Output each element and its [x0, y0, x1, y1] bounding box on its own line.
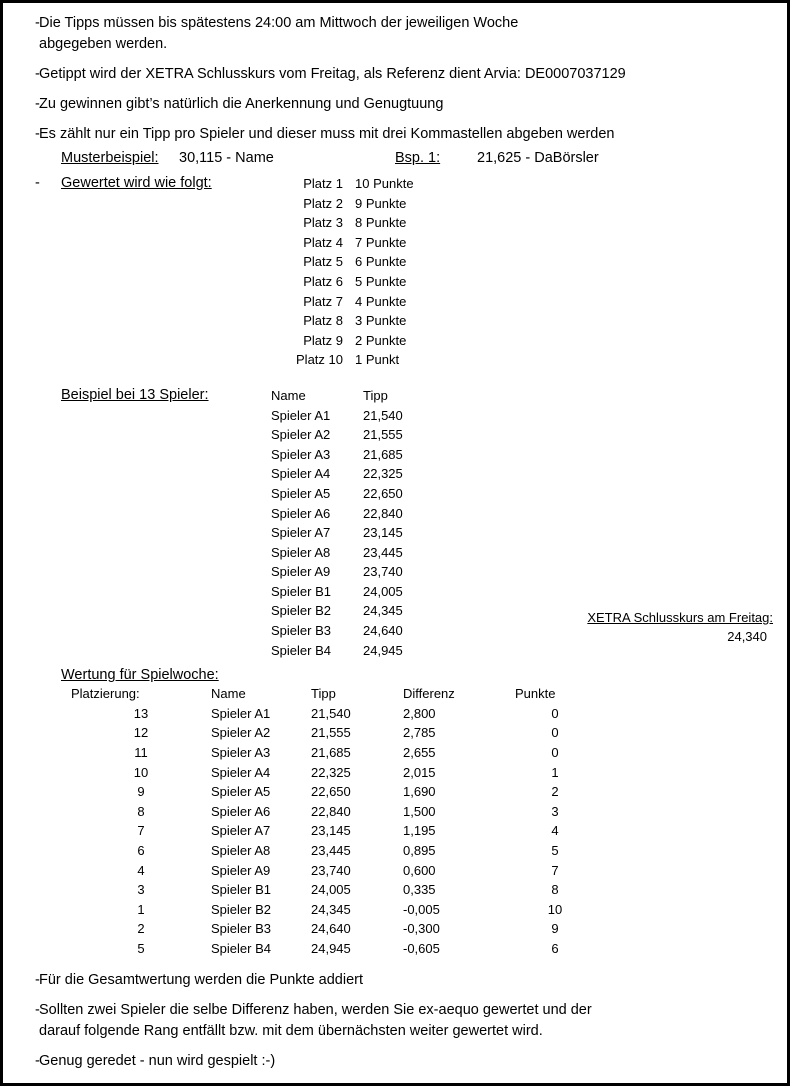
- platz-label: Platz 2: [303, 195, 343, 211]
- player-tipp: 21,685: [311, 745, 351, 761]
- player-tipp: 22,650: [311, 784, 351, 800]
- player-name: Spieler A3: [271, 446, 331, 462]
- player-name: Spieler B1: [271, 583, 331, 599]
- table-row: [71, 862, 595, 882]
- rule-text: [39, 1000, 773, 1042]
- difference-value: 0,335: [403, 882, 436, 898]
- rank-value: 1: [137, 901, 145, 917]
- player-name: Spieler A7: [271, 525, 331, 541]
- table-row: [271, 583, 433, 603]
- column-header-name: Name: [211, 686, 246, 702]
- difference-value: -0,300: [403, 921, 440, 937]
- platz-label: Platz 10: [296, 352, 343, 368]
- player-tipp: 22,325: [363, 466, 403, 482]
- player-name: Spieler A6: [271, 505, 331, 521]
- player-tipp: 23,145: [311, 823, 351, 839]
- platz-label: Platz 5: [303, 254, 343, 270]
- rank-value: 10: [133, 764, 149, 780]
- player-tipp: 21,685: [363, 446, 403, 462]
- table-row: [271, 563, 433, 583]
- rule-item: [17, 64, 773, 85]
- player-tipp: 23,445: [311, 843, 351, 858]
- player-tipp: 22,840: [363, 505, 403, 521]
- column-header-punkte: Punkte: [515, 686, 556, 702]
- rank-value: 8: [137, 803, 145, 819]
- player-tipp: 22,325: [311, 764, 351, 780]
- xetra-label: XETRA Schlusskurs am Freitag:: [587, 610, 773, 625]
- difference-value: 0,600: [403, 862, 436, 878]
- points-value: 4: [551, 823, 559, 839]
- table-row: [271, 446, 433, 466]
- points-value: 7: [551, 862, 559, 878]
- table-row: [71, 764, 595, 784]
- player-tipp: 23,445: [363, 544, 403, 560]
- player-tipp: 24,945: [363, 642, 403, 658]
- platz-points: 1 Punkt: [355, 352, 400, 368]
- rule-line-2: darauf folgende Rang entfällt bzw. mit dem übernächsten weiter gewertet wird.: [39, 1022, 543, 1039]
- platz-points: 10 Punkte: [355, 176, 414, 191]
- table-row: [271, 312, 445, 332]
- platz-label: Platz 3: [303, 215, 343, 231]
- player-name: Spieler A9: [271, 564, 331, 580]
- player-name: Spieler B4: [271, 642, 331, 658]
- difference-value: 2,800: [403, 705, 436, 721]
- scoring-heading-wrap: [17, 175, 271, 191]
- difference-value: 0,895: [403, 843, 436, 858]
- rank-value: 6: [137, 843, 145, 858]
- player-tipp: 24,005: [363, 583, 403, 599]
- bullet-dash: -: [35, 1001, 40, 1018]
- bullet-dash: -: [35, 126, 40, 142]
- table-row: [271, 602, 433, 622]
- player-tipp: 23,740: [363, 564, 403, 580]
- player-name: Spieler A5: [271, 485, 331, 501]
- table-row: [71, 803, 595, 823]
- column-header-name: Name: [271, 387, 306, 403]
- table-row: [71, 881, 595, 901]
- player-name: Spieler A2: [271, 427, 331, 443]
- platz-label: Platz 6: [303, 273, 343, 289]
- difference-value: 1,195: [403, 823, 436, 839]
- player-tipp: 24,345: [363, 603, 403, 619]
- example-heading: Beispiel bei 13 Spieler:: [61, 386, 209, 403]
- points-value: 0: [551, 705, 559, 721]
- scoring-section: [17, 175, 773, 371]
- rule-text: Zu gewinnen gibt’s natürlich die Anerkennung und Genugtuung: [39, 96, 444, 112]
- points-value: 10: [547, 901, 563, 917]
- rule-line-2: abgegeben werden.: [39, 36, 168, 52]
- player-name: Spieler B1: [211, 882, 271, 898]
- platz-points: 7 Punkte: [355, 234, 407, 250]
- column-header-differenz: Differenz: [403, 686, 455, 702]
- rank-value: 2: [137, 921, 145, 937]
- column-header-tipp: Tipp: [311, 686, 336, 702]
- table-header-row: [271, 387, 433, 407]
- player-name: Spieler B3: [211, 921, 271, 937]
- platz-points: 8 Punkte: [355, 215, 407, 231]
- difference-value: 1,690: [403, 784, 436, 800]
- player-tipp: 21,555: [311, 725, 351, 741]
- rank-value: 5: [137, 940, 145, 956]
- rule-item: [17, 124, 773, 145]
- player-name: Spieler A6: [211, 803, 271, 819]
- difference-value: -0,005: [403, 901, 440, 917]
- table-row: [71, 901, 595, 921]
- rank-value: 11: [134, 745, 148, 761]
- rule-line-1: Sollten zwei Spieler die selbe Differenz haben, werden Sie ex-aequo gewertet und der: [39, 1001, 592, 1018]
- bsp-value: 21,625 - DaBörsler: [477, 150, 599, 166]
- table-row: [271, 351, 445, 371]
- table-row: [271, 214, 445, 234]
- platz-label: Platz 1: [303, 176, 343, 191]
- table-row: [71, 842, 595, 862]
- points-value: 8: [551, 882, 559, 898]
- difference-value: 2,015: [403, 764, 436, 780]
- table-row: [271, 195, 445, 215]
- table-row: [271, 332, 445, 352]
- player-tipp: 24,345: [311, 901, 351, 917]
- player-name: Spieler B4: [211, 940, 271, 956]
- player-name: Spieler A4: [271, 466, 331, 482]
- bullet-dash: -: [35, 971, 40, 988]
- table-row: [271, 505, 433, 525]
- platz-points: 2 Punkte: [355, 332, 407, 348]
- bullet-dash: -: [35, 66, 40, 82]
- rank-value: 3: [137, 882, 145, 898]
- example-section: [17, 387, 773, 661]
- rank-value: 13: [133, 705, 149, 721]
- rule-text: [39, 13, 773, 55]
- platz-points: 6 Punkte: [355, 254, 407, 270]
- points-value: 3: [551, 803, 559, 819]
- table-row: [271, 465, 433, 485]
- player-name: Spieler B2: [271, 603, 331, 619]
- rank-value: 7: [137, 823, 145, 839]
- points-value: 0: [551, 745, 559, 761]
- rank-value: 12: [133, 725, 149, 741]
- weekly-scoring-title: Wertung für Spielwoche:: [61, 667, 219, 684]
- rule-item: [17, 1051, 773, 1072]
- table-header-row: [71, 685, 595, 705]
- bullet-dash: -: [35, 15, 40, 31]
- musterbeispiel-value: 30,115 - Name: [179, 150, 274, 166]
- platz-points: 9 Punkte: [355, 195, 407, 211]
- bsp-label: Bsp. 1:: [395, 150, 441, 166]
- rule-line-1: Die Tipps müssen bis spätestens 24:00 am Mittwoch der jeweiligen Woche: [39, 15, 519, 31]
- difference-value: 2,655: [403, 745, 436, 761]
- closing-rules: [17, 970, 773, 1072]
- rank-value: 4: [137, 862, 145, 878]
- platz-points: 3 Punkte: [355, 313, 407, 329]
- rule-text: Es zählt nur ein Tipp pro Spieler und dieser muss mit drei Kommastellen abgeben werden: [39, 126, 615, 142]
- player-tipp: 24,640: [311, 921, 351, 937]
- table-row: [271, 622, 433, 642]
- player-tipp: 22,650: [363, 485, 403, 501]
- table-row: [71, 920, 595, 940]
- player-tipp: 23,145: [363, 525, 403, 541]
- example-heading-wrap: [17, 387, 271, 403]
- rule-text: Genug geredet - nun wird gespielt :-): [39, 1052, 276, 1069]
- player-tipp: 21,540: [363, 407, 403, 423]
- rule-item: [17, 94, 773, 115]
- player-tipp: 24,945: [311, 940, 351, 956]
- points-value: 2: [551, 784, 559, 800]
- player-tipp: 23,740: [311, 862, 351, 878]
- table-row: [71, 705, 595, 725]
- table-row: [71, 744, 595, 764]
- table-row: [271, 293, 445, 313]
- points-value: 0: [551, 725, 559, 741]
- table-row: [271, 234, 445, 254]
- player-name: Spieler B3: [271, 623, 331, 639]
- player-name: Spieler B2: [211, 901, 271, 917]
- points-value: 6: [551, 940, 559, 956]
- table-row: [271, 426, 433, 446]
- points-value: 1: [551, 764, 559, 780]
- player-name: Spieler A9: [211, 862, 271, 878]
- rule-item: [17, 1000, 773, 1042]
- rule-text: Für die Gesamtwertung werden die Punkte addiert: [39, 971, 364, 988]
- difference-value: 2,785: [403, 725, 436, 741]
- platz-points: 4 Punkte: [355, 293, 407, 309]
- table-row: [271, 175, 445, 195]
- platz-label: Platz 8: [303, 313, 343, 329]
- bullet-dash: -: [35, 175, 40, 191]
- table-row: [271, 485, 433, 505]
- column-header-platzierung: Platzierung:: [71, 686, 140, 702]
- points-value: 5: [551, 843, 559, 858]
- table-row: [271, 407, 433, 427]
- points-table: [271, 175, 445, 371]
- player-tipp: 24,005: [311, 882, 351, 898]
- platz-label: Platz 4: [303, 234, 343, 250]
- player-name: Spieler A1: [271, 407, 331, 423]
- rule-item: [17, 970, 773, 991]
- player-tipp: 24,640: [363, 623, 403, 639]
- player-name: Spieler A7: [211, 823, 271, 839]
- player-name: Spieler A2: [211, 725, 271, 741]
- table-row: [271, 642, 433, 662]
- player-name: Spieler A5: [211, 784, 271, 800]
- player-tipp: 21,540: [311, 705, 351, 721]
- difference-value: 1,500: [403, 803, 436, 819]
- table-row: [71, 783, 595, 803]
- bullet-dash: -: [35, 1052, 40, 1069]
- rule-item: [17, 13, 773, 55]
- player-name: Spieler A8: [211, 843, 271, 858]
- player-name: Spieler A8: [271, 544, 331, 560]
- table-row: [271, 273, 445, 293]
- table-row: [271, 544, 433, 564]
- table-row: [71, 940, 595, 960]
- bullet-dash: -: [35, 96, 40, 112]
- musterbeispiel-label: Musterbeispiel:: [61, 150, 159, 166]
- rule-text: Getippt wird der XETRA Schlusskurs vom Freitag, als Referenz dient Arvia: DE0007037129: [39, 66, 626, 82]
- weekly-scoring-section: [17, 667, 773, 959]
- table-row: [271, 524, 433, 544]
- player-name: Spieler A3: [211, 745, 271, 761]
- table-row: [71, 724, 595, 744]
- scoring-heading: Gewertet wird wie folgt:: [61, 175, 212, 191]
- column-header-tipp: Tipp: [363, 387, 388, 403]
- difference-value: -0,605: [403, 940, 440, 956]
- xetra-value: 24,340: [727, 628, 767, 644]
- player-name: Spieler A1: [211, 705, 271, 721]
- player-tipp: 22,840: [311, 803, 351, 819]
- table-row: [271, 253, 445, 273]
- player-tipp: 21,555: [363, 427, 403, 443]
- document-body: [3, 3, 787, 1072]
- weekly-scoring-table: [71, 685, 595, 959]
- player-name: Spieler A4: [211, 764, 271, 780]
- platz-label: Platz 7: [303, 293, 343, 309]
- example-players-table: [271, 387, 433, 661]
- rank-value: 9: [137, 784, 145, 800]
- example-row: [17, 150, 773, 166]
- points-value: 9: [551, 921, 559, 937]
- table-row: [71, 822, 595, 842]
- platz-label: Platz 9: [303, 332, 343, 348]
- xetra-reference: [587, 609, 773, 646]
- platz-points: 5 Punkte: [355, 273, 407, 289]
